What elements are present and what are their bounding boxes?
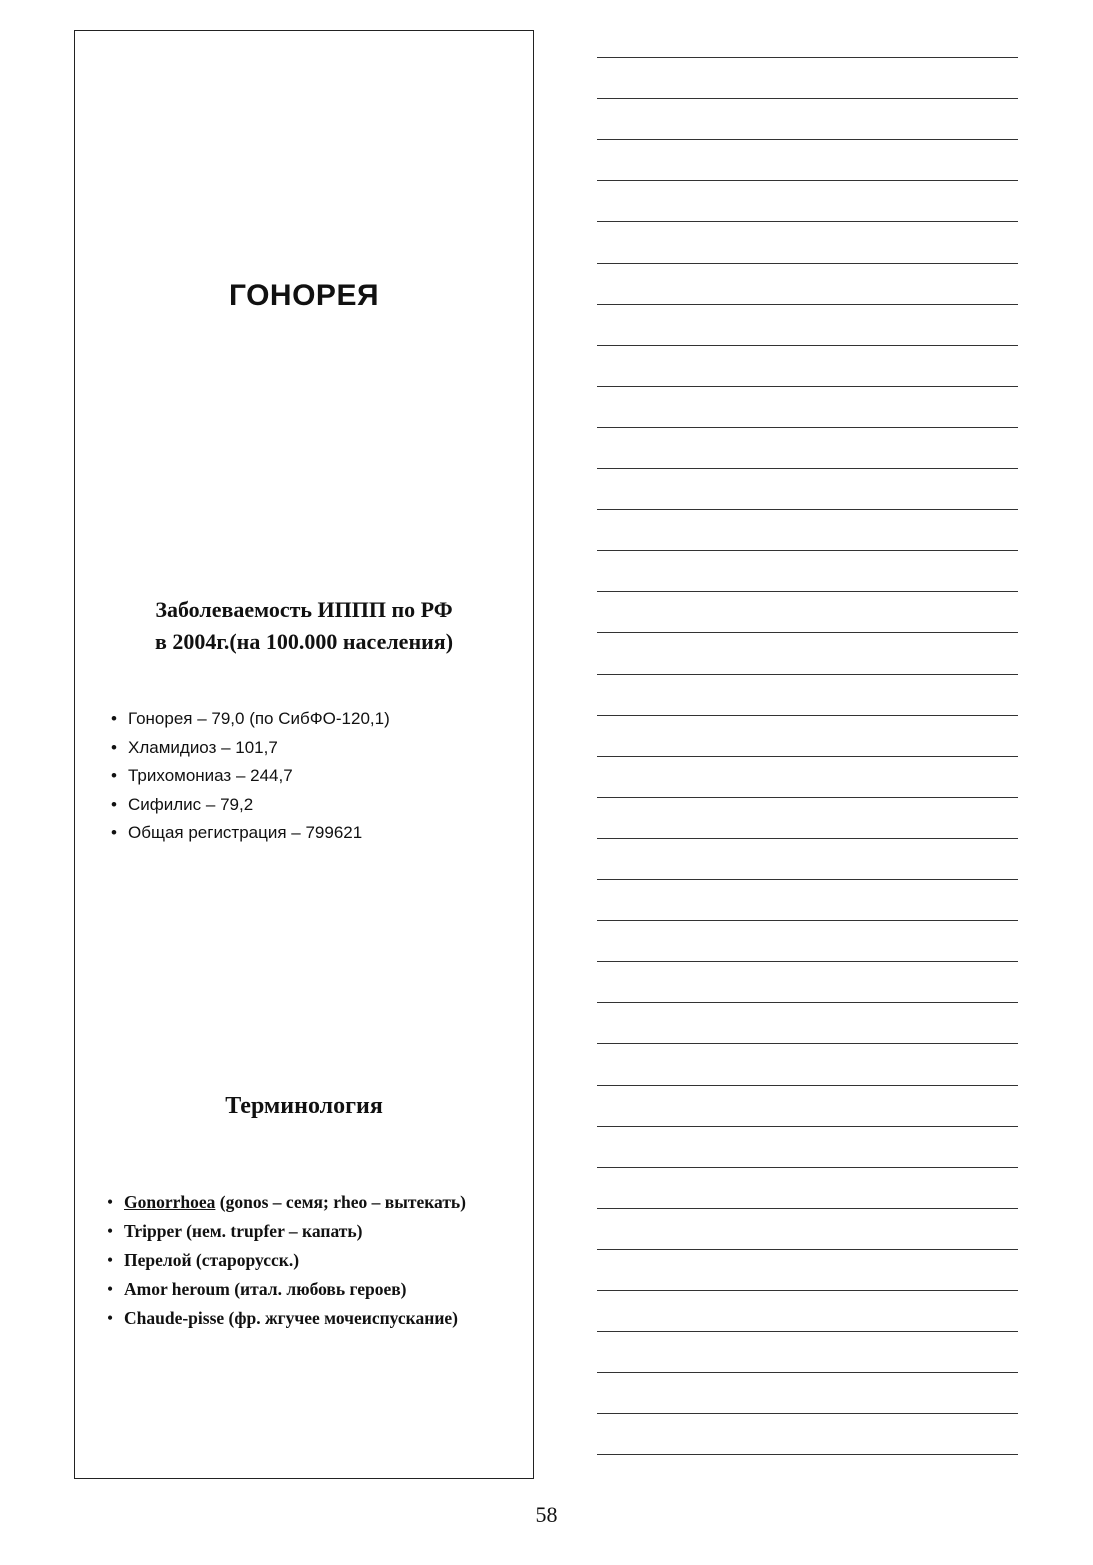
note-line <box>597 1208 1018 1209</box>
note-line <box>597 879 1018 880</box>
note-line <box>597 304 1018 305</box>
note-line <box>597 550 1018 551</box>
note-line <box>597 468 1018 469</box>
term: Перелой <box>124 1250 192 1270</box>
note-line <box>597 509 1018 510</box>
list-item: • Хламидиоз – 101,7 <box>111 734 390 763</box>
note-line <box>597 632 1018 633</box>
term-description: (итал. любовь героев) <box>229 1279 407 1299</box>
term: Tripper <box>124 1221 182 1241</box>
heading-line-2: в 2004г.(на 100.000 населения) <box>154 629 454 654</box>
list-item <box>107 1188 466 1217</box>
list-item: • Общая регистрация – 799621 <box>111 819 390 848</box>
note-line <box>597 263 1018 264</box>
slide-incidence <box>74 509 534 990</box>
note-line <box>597 1085 1018 1086</box>
note-line <box>597 1454 1018 1455</box>
note-line <box>597 591 1018 592</box>
note-line <box>597 1043 1018 1044</box>
note-line <box>597 57 1018 58</box>
note-line <box>597 1372 1018 1373</box>
note-line <box>597 961 1018 962</box>
list-item <box>107 1217 466 1246</box>
term-description: (нем. trupfer – капать) <box>181 1221 363 1241</box>
note-line <box>597 797 1018 798</box>
heading-line-1: Заболеваемость ИППП по РФ <box>155 597 453 622</box>
note-line <box>597 1249 1018 1250</box>
note-line <box>597 838 1018 839</box>
terminology-list <box>107 1188 466 1333</box>
term-description: (фр. жгучее мочеиспускание) <box>224 1308 458 1328</box>
term-description: (старорусск.) <box>191 1250 300 1270</box>
note-line <box>597 1002 1018 1003</box>
slide-heading: Терминология <box>225 1093 383 1119</box>
incidence-list <box>111 705 390 848</box>
note-line <box>597 386 1018 387</box>
note-line <box>597 1126 1018 1127</box>
note-line <box>597 1331 1018 1332</box>
note-line <box>597 1413 1018 1414</box>
list-item: • Гонорея – 79,0 (по СибФО-120,1) <box>111 705 390 734</box>
note-line <box>597 139 1018 140</box>
list-item <box>107 1246 466 1275</box>
note-line <box>597 1290 1018 1291</box>
list-item: • Трихомониаз – 244,7 <box>111 762 390 791</box>
note-line <box>597 98 1018 99</box>
term: Gonorrhoea <box>124 1192 216 1212</box>
list-item <box>107 1304 466 1333</box>
note-line <box>597 1167 1018 1168</box>
note-line <box>597 221 1018 222</box>
term: Chaude-pisse <box>124 1308 225 1328</box>
note-line <box>597 427 1018 428</box>
page-number: 58 <box>535 1502 558 1527</box>
slide-heading <box>75 594 533 658</box>
slide-terminology <box>74 989 534 1479</box>
slide-title <box>74 30 534 510</box>
list-item <box>107 1275 466 1304</box>
slide-heading: ГОНОРЕЯ <box>228 279 380 312</box>
note-line <box>597 345 1018 346</box>
note-line <box>597 920 1018 921</box>
term-description: (gonos – семя; rheo – вытекать) <box>215 1192 467 1212</box>
note-line <box>597 674 1018 675</box>
list-item: • Сифилис – 79,2 <box>111 791 390 820</box>
term: Amor heroum <box>124 1279 230 1299</box>
note-line <box>597 715 1018 716</box>
note-line <box>597 756 1018 757</box>
note-line <box>597 180 1018 181</box>
